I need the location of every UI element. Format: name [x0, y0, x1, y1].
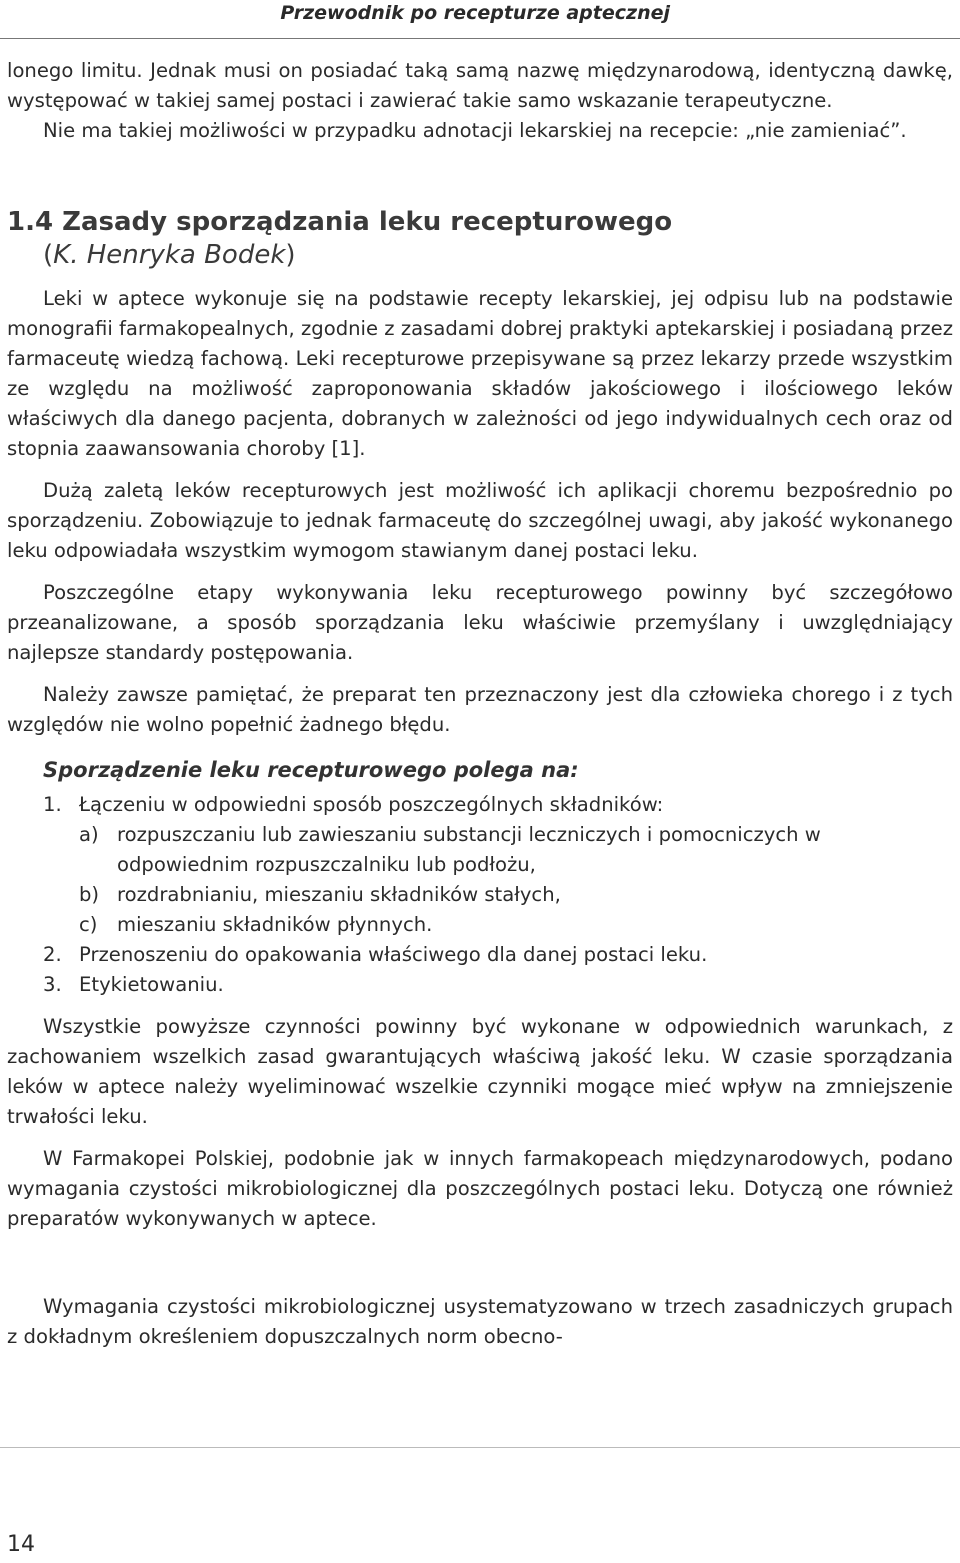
paragraph: W Farmakopei Polskiej, podobnie jak w innych farmakopeach międzynarodowych, podano wymagania czystości mikrobiologicznej dla poszczególnych postaci leku. Dotyczą one również preparatów wykonywanych w aptece.: [7, 1147, 953, 1230]
author-name: K. Henryka Bodek: [53, 240, 286, 270]
paragraph: Wszystkie powyższe czynności powinny być wykonane w odpowiednich warunkach, z zachowaniem wszelkich zasad gwarantujących właściwą jakość leku. W czasie sporządzania leków w aptece należy wyeliminować wszelkie czynniki mogące mieć wpływ na zmniejszenie trwałości leku.: [7, 1015, 953, 1128]
paragraph: Nie ma takiej możliwości w przypadku adnotacji lekarskiej na recepcie: „nie zamieniać”.: [43, 119, 907, 142]
list-item: [7, 970, 953, 1000]
paragraph: Należy zawsze pamiętać, że preparat ten przeznaczony jest dla człowieka chorego i z tych względów nie wolno popełnić żadnego błędu.: [7, 683, 953, 736]
sub-list-item-text: rozdrabnianiu, mieszaniu składników stałych,: [117, 883, 561, 906]
page-number: 14: [7, 1532, 35, 1557]
list-item-number: 3.: [43, 973, 62, 996]
list-item-text: Etykietowaniu.: [79, 973, 224, 996]
running-header-title: Przewodnik po recepturze aptecznej: [280, 2, 670, 24]
paragraph: lonego limitu. Jednak musi on posiadać taką samą nazwę międzynarodową, identyczną dawkę, występować w takiej samej postaci i zawierać takie samo wskazanie terapeutyczne.: [7, 59, 953, 112]
sub-list-item: [7, 880, 953, 910]
sub-list-item-text: mieszaniu składników płynnych.: [117, 913, 433, 936]
paragraph: Wymagania czystości mikrobiologicznej usystematyzowano w trzech zasadniczych grupach z dokładnym określeniem dopuszczalnych norm obecno-: [7, 1295, 953, 1348]
author-paren-close: ): [285, 240, 296, 270]
page-body: [7, 56, 953, 1352]
section-heading: 1.4 Zasady sporządzania leku recepturowego: [7, 207, 673, 237]
sub-list-item-letter: b): [79, 883, 100, 906]
sub-list-item-letter: a): [79, 823, 99, 846]
list-item-text: Łączeniu w odpowiedni sposób poszczególnych składników:: [79, 793, 664, 816]
procedure-list: [7, 790, 953, 1000]
running-header: [0, 0, 960, 40]
sub-list-item: [7, 910, 953, 940]
list-item-number: 1.: [43, 793, 62, 816]
author-paren-open: (: [43, 240, 54, 270]
sub-list-item-letter: c): [79, 913, 98, 936]
header-divider: [0, 38, 960, 39]
paragraph: Leki w aptece wykonuje się na podstawie recepty lekarskiej, jej odpisu lub na podstawie monografii farmakopealnych, zgodnie z zasadami dobrej praktyki aptekarskiej i posiadaną przez farmaceutę wiedzą fachową. Leki recepturowe przepisywane są przez lekarzy przede wszystkim ze względu na możliwość zaproponowania składów jakościowego i ilościowego leków właściwych dla danego pacjenta, dobranych w zależności od jego indywidualnych cech oraz od stopnia zaawansowania choroby [1].: [7, 287, 953, 460]
list-item: [7, 940, 953, 970]
sub-list-item-text: rozpuszczaniu lub zawieszaniu substancji leczniczych i pomocniczych w odpowiednim rozpuszczalniku lub podłożu,: [117, 823, 821, 876]
footer-divider: [0, 1447, 960, 1448]
section-author: [7, 238, 953, 272]
sub-list-item: [7, 820, 953, 880]
paragraph: Poszczególne etapy wykonywania leku recepturowego powinny być szczegółowo przeanalizowane, a sposób sporządzania leku właściwie przemyślany i uwzględniający najlepsze standardy postępowania.: [7, 581, 953, 664]
list-item: [7, 790, 953, 820]
list-heading: Sporządzenie leku recepturowego polega na:: [43, 758, 579, 782]
paragraph: Dużą zaletą leków recepturowych jest możliwość ich aplikacji choremu bezpośrednio po sporządzeniu. Zobowiązuje to jednak farmaceutę do szczególnej uwagi, aby jakość wykonanego leku odpowiadała wszystkim wymogom stawianym danej postaci leku.: [7, 479, 953, 562]
list-item-text: Przenoszeniu do opakowania właściwego dla danej postaci leku.: [79, 943, 708, 966]
list-item-number: 2.: [43, 943, 62, 966]
